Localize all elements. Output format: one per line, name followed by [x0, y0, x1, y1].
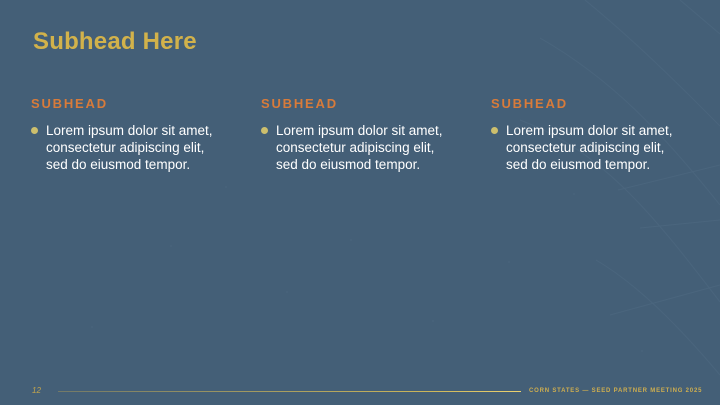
- bullet-icon: [261, 127, 268, 134]
- content-column-1: [31, 96, 231, 173]
- bullet-icon: [491, 127, 498, 134]
- content-column-2: [261, 96, 461, 173]
- footer-divider: [58, 391, 521, 392]
- column-subhead: SUBHEAD: [491, 96, 568, 111]
- column-subhead: SUBHEAD: [31, 96, 108, 111]
- bullet-item: [491, 122, 691, 173]
- bullet-item: [31, 122, 231, 173]
- slide-title: Subhead Here: [33, 28, 197, 55]
- bullet-text: Lorem ipsum dolor sit amet, consectetur adipiscing elit, sed do eiusmod tempor.: [46, 123, 213, 172]
- column-subhead: SUBHEAD: [261, 96, 338, 111]
- bullet-text: Lorem ipsum dolor sit amet, consectetur adipiscing elit, sed do eiusmod tempor.: [506, 123, 673, 172]
- page-number: 12: [32, 386, 41, 395]
- bullet-item: [261, 122, 461, 173]
- bullet-icon: [31, 127, 38, 134]
- content-column-3: [491, 96, 691, 173]
- footer-text: CORN STATES — SEED PARTNER MEETING 2025: [529, 388, 703, 394]
- bullet-text: Lorem ipsum dolor sit amet, consectetur adipiscing elit, sed do eiusmod tempor.: [276, 123, 443, 172]
